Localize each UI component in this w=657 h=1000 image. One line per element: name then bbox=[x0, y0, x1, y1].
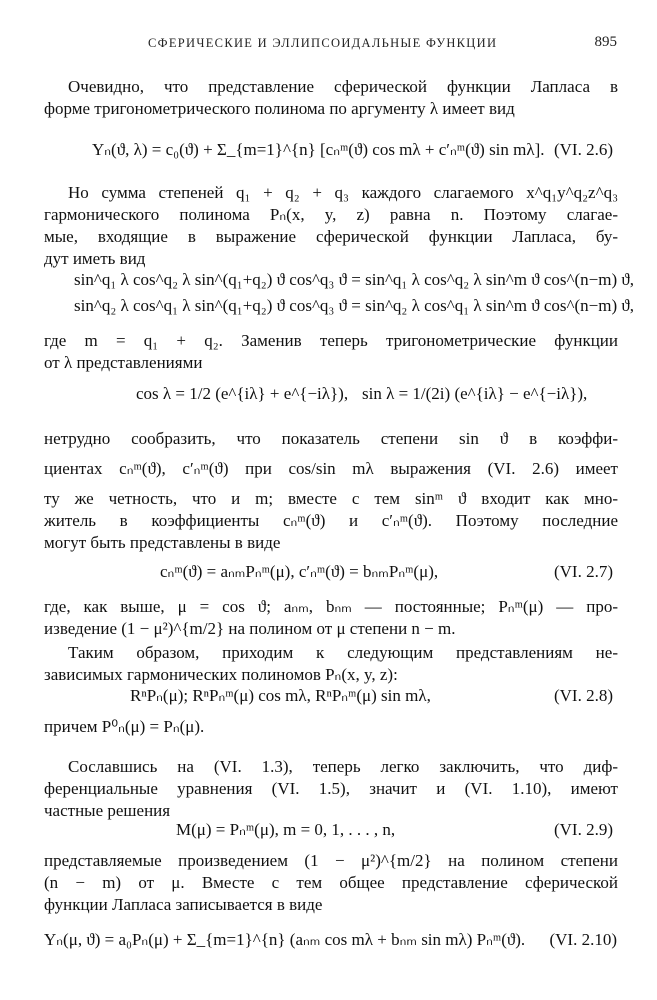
text-line: форме тригонометрического полинома по аргументу λ имеет вид bbox=[44, 99, 515, 118]
text-line: могут быть представлены в виде bbox=[44, 533, 281, 552]
equation-number: (VI. 2.7) bbox=[553, 562, 613, 581]
equation-body: RⁿPₙ(μ); RⁿPₙᵐ(μ) cos mλ, RⁿPₙᵐ(μ) sin mλ, bbox=[130, 686, 431, 705]
text-line: Очевидно, что представление сферической функции Лапласа в bbox=[68, 77, 618, 96]
text-line: житель в коэффициенты cₙᵐ(ϑ) и c′ₙᵐ(ϑ). Поэтому последние bbox=[44, 511, 618, 530]
paragraph-intro bbox=[44, 76, 618, 120]
equation-body: sin^q₁ λ cos^q₂ λ sin^(q₁+q₂) ϑ cos^q₃ ϑ = sin^q₁ λ cos^q₂ λ sin^m ϑ cos^(n−m) ϑ, bbox=[74, 270, 635, 289]
equation-body: cₙᵐ(ϑ) = aₙₘPₙᵐ(μ), c′ₙᵐ(ϑ) = bₙₘPₙᵐ(μ), bbox=[160, 562, 439, 581]
equation-body: Yₙ(ϑ, λ) = c₀(ϑ) + Σ_{m=1}^{n} [cₙᵐ(ϑ) cos mλ + c′ₙᵐ(ϑ) sin mλ]. bbox=[92, 140, 545, 159]
text-line: от λ представлениями bbox=[44, 353, 203, 372]
text-line: Таким образом, приходим к следующим представлениям не- bbox=[68, 643, 618, 662]
text-line: Сославшись на (VI. 1.3), теперь легко заключить, что диф- bbox=[68, 757, 618, 776]
paragraph-general bbox=[44, 850, 618, 916]
paragraph-note bbox=[44, 716, 618, 738]
page-number: 895 bbox=[594, 34, 617, 50]
equation-body: Yₙ(μ, ϑ) = a₀Pₙ(μ) + Σ_{m=1}^{n} (aₙₘ cos mλ + bₙₘ sin mλ) Pₙᵐ(ϑ). bbox=[44, 930, 526, 949]
text-line: зависимых гармонических полиномов Pₙ(x, y, z): bbox=[44, 665, 398, 684]
text-line: дут иметь вид bbox=[44, 249, 146, 268]
text-line: мые, входящие в выражение сферической функции Лапласа, бу- bbox=[44, 227, 618, 246]
equation-number: (VI. 2.9) bbox=[553, 820, 613, 839]
equation-number: (VI. 2.8) bbox=[553, 686, 613, 705]
equation-cos: cos λ = 1/2 (e^{iλ} + e^{−iλ}), bbox=[136, 384, 349, 403]
text-line: представляемые произведением (1 − μ²)^{m/2} на полином степени bbox=[44, 851, 618, 870]
equation-number: (VI. 2.10) bbox=[549, 930, 617, 949]
text-line: ту же четность, что и m; вместе с тем sinᵐ ϑ входит как мно- bbox=[44, 489, 618, 508]
equation-body: sin^q₂ λ cos^q₁ λ sin^(q₁+q₂) ϑ cos^q₃ ϑ = sin^q₂ λ cos^q₁ λ sin^m ϑ cos^(n−m) ϑ, bbox=[74, 296, 635, 315]
paragraph-definitions bbox=[44, 596, 618, 640]
text-line: где, как выше, μ = cos ϑ; aₙₘ, bₙₘ — постоянные; Pₙᵐ(μ) — про- bbox=[44, 597, 618, 616]
text-line: функции Лапласа записывается в виде bbox=[44, 895, 323, 914]
text-line: Но сумма степеней q₁ + q₂ + q₃ каждого слагаемого x^q₁y^q₂z^q₃ bbox=[68, 183, 618, 202]
text-line: частные решения bbox=[44, 801, 171, 820]
text-line: (n − m) от μ. Вместе с тем общее представление сферической bbox=[44, 873, 618, 892]
paragraph-degrees bbox=[44, 182, 618, 270]
paragraph-parity bbox=[44, 428, 618, 554]
paragraph-solutions bbox=[44, 756, 618, 822]
paragraph-substitution bbox=[44, 330, 618, 374]
text-line: циентах cₙᵐ(ϑ), c′ₙᵐ(ϑ) при cos/sin mλ выражения (VI. 2.6) имеет bbox=[44, 459, 618, 478]
running-head bbox=[0, 36, 657, 56]
equation-body: M(μ) = Pₙᵐ(μ), m = 0, 1, . . . , n, bbox=[176, 820, 396, 839]
text-line: изведение (1 − μ²)^{m/2} на полином от μ степени n − m. bbox=[44, 619, 456, 638]
text-line: гармонического полинома Pₙ(x, y, z) равна n. Поэтому слагае- bbox=[44, 205, 618, 224]
text-line: нетрудно сообразить, что показатель степени sin ϑ в коэффи- bbox=[44, 429, 618, 448]
equation-number: (VI. 2.6) bbox=[553, 140, 613, 159]
text-line: причем P⁰ₙ(μ) = Pₙ(μ). bbox=[44, 717, 205, 736]
equation-sin: sin λ = 1/(2i) (e^{iλ} − e^{−iλ}), bbox=[362, 384, 588, 403]
paragraph-conclusion bbox=[44, 642, 618, 686]
chapter-title: СФЕРИЧЕСКИЕ И ЭЛЛИПСОИДАЛЬНЫЕ ФУНКЦИИ bbox=[148, 36, 498, 50]
text-line: ференциальные уравнения (VI. 1.5), значит и (VI. 1.10), имеют bbox=[44, 779, 618, 798]
text-line: где m = q₁ + q₂. Заменив теперь тригонометрические функции bbox=[44, 331, 618, 350]
